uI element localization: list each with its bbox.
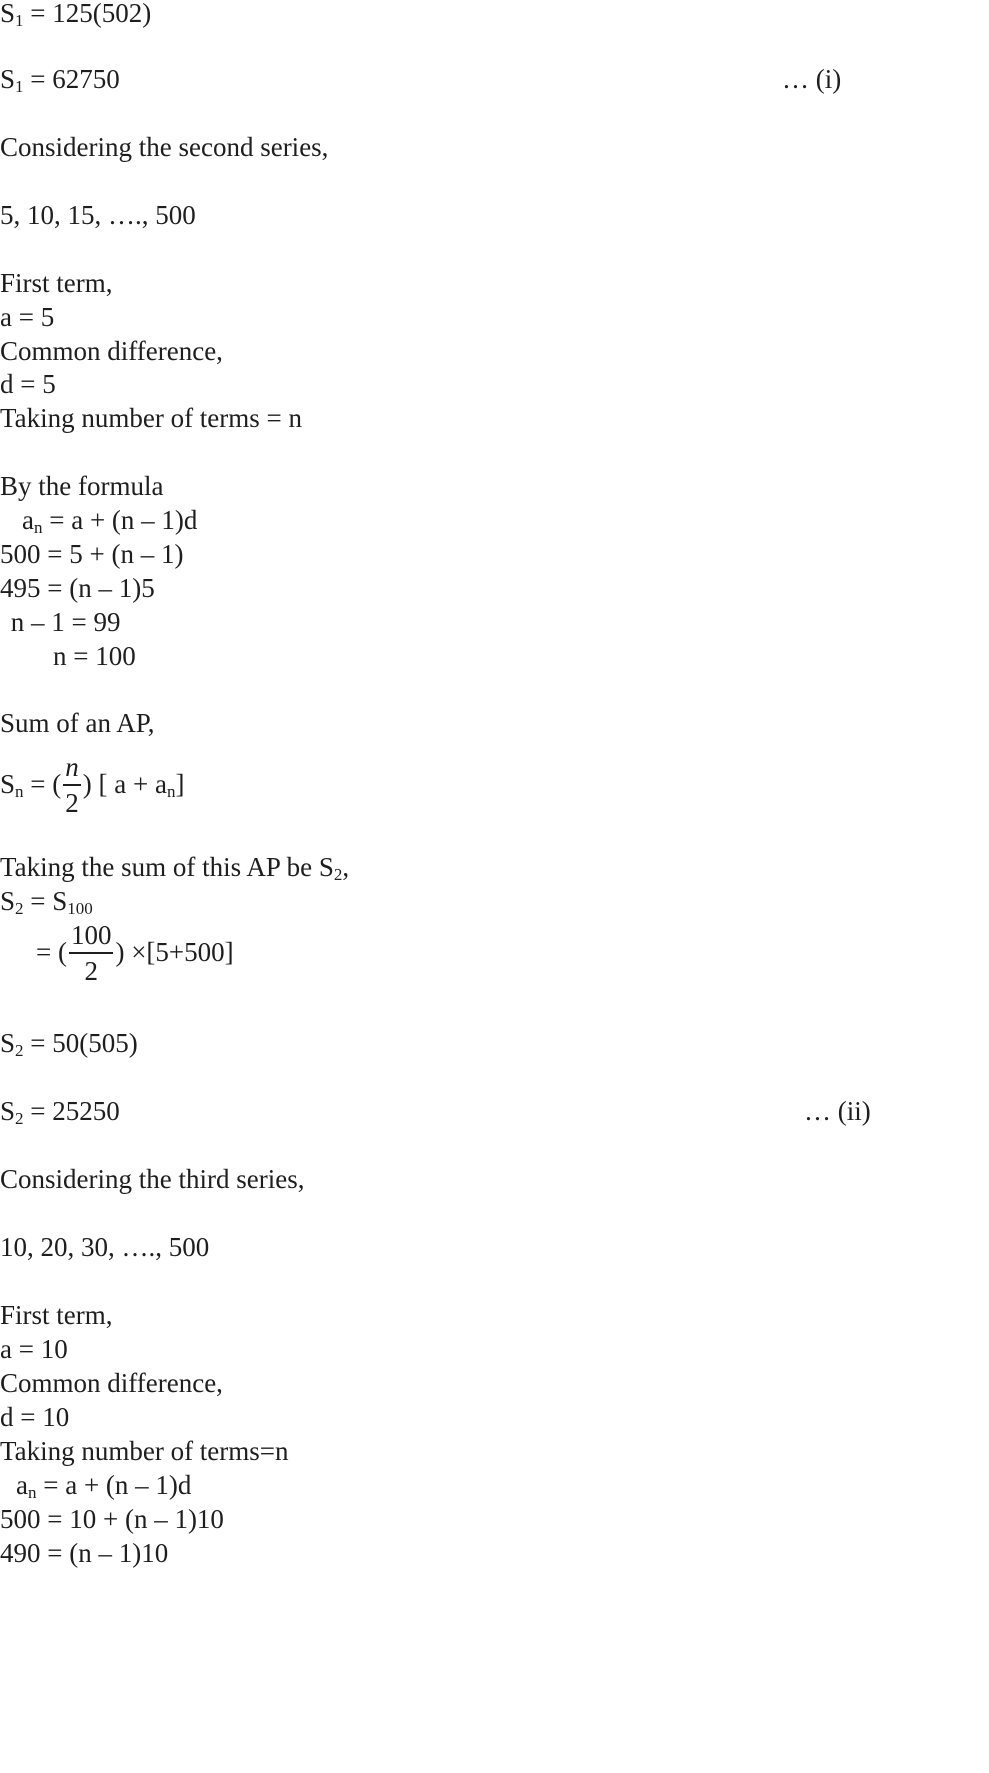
formula-rhs: = a + (n – 1)d [42,505,198,535]
equation-label-ii: … (ii) [804,1096,871,1126]
series3-common-diff-value: d = 10 [0,1402,70,1432]
series2-step3: n – 1 = 99 [4,607,121,637]
an-subscript: n [166,782,176,802]
series2-common-diff-value: d = 5 [0,369,56,399]
series3-nth-term-formula [16,1468,191,1502]
equation-label-i: … (i) [782,64,842,94]
series2-heading: Considering the second series, [0,132,329,162]
series3-step1: 500 = 10 + (n – 1)10 [0,1504,224,1534]
series3-heading: Considering the third series, [0,1164,305,1194]
an-subscript: n [27,1483,37,1502]
s2-calculation [36,920,234,990]
fraction-numerator: n [63,750,81,786]
s2-result-rhs: = 25250 [23,1096,120,1126]
series3-first-term-value: a = 10 [0,1334,68,1364]
series2-common-diff-label: Common difference, [0,336,223,366]
s1-step-rhs: = 125(502) [23,0,152,28]
sum-bracket: ) [ a + a [82,769,167,800]
sum-eq-open: = ( [23,769,62,800]
series2-step4: n = 100 [53,641,136,671]
series2-terms: 5, 10, 15, …., 500 [0,200,196,230]
take-sum-comma: , [342,852,350,882]
an-symbol: a [22,505,34,535]
an-symbol: a [16,1470,28,1500]
sn-subscript: n [15,782,24,802]
fraction-denominator: 2 [65,788,79,818]
s1-symbol: S [0,64,16,94]
s1-result-equation [0,62,120,96]
fraction-100-over-2 [69,918,114,988]
fraction-n-over-2 [63,750,81,820]
s2-result-equation [0,1094,120,1128]
s1-result-rhs: = 62750 [23,64,120,94]
take-sum-text: Taking the sum of this AP be S [0,852,334,882]
s2-calc-close: ) ×[5+500] [115,937,234,968]
series3-num-terms: Taking number of terms=n [0,1436,289,1466]
an-subscript: n [33,518,43,537]
s2-step-rhs: = 50(505) [23,1028,138,1058]
s2-step-equation [0,1026,138,1060]
fraction-denominator: 2 [84,956,98,986]
s2-subscript: 2 [333,865,343,884]
series3-terms: 10, 20, 30, …., 500 [0,1232,210,1262]
s2-calc-open: = ( [36,937,67,968]
s2-symbol: S [0,1028,16,1058]
s1-step-equation [0,0,151,30]
s2-subscript: 2 [15,1109,24,1128]
series2-take-sum [0,850,349,884]
series2-num-terms: Taking number of terms = n [0,403,303,433]
series3-common-diff-label: Common difference, [0,1368,223,1398]
s2-subscript: 2 [15,1041,24,1060]
s2-symbol: S [0,1096,16,1126]
fraction-numerator: 100 [69,918,114,954]
series2-first-term-label: First term, [0,268,113,298]
s2-subscript: 2 [15,899,24,918]
formula-rhs: = a + (n – 1)d [36,1470,192,1500]
s2-definition [0,884,93,918]
series2-step2: 495 = (n – 1)5 [0,573,155,603]
s2-symbol: S [0,886,16,916]
series2-formula-label: By the formula [0,471,164,501]
s100-subscript: 100 [67,899,93,918]
series2-nth-term-formula [22,503,197,537]
series3-first-term-label: First term, [0,1300,113,1330]
sum-bracket-end: ] [175,769,185,800]
sum-ap-formula [0,752,184,822]
s1-subscript: 1 [15,11,24,30]
series3-step2: 490 = (n – 1)10 [0,1538,169,1568]
series2-sum-label: Sum of an AP, [0,708,155,738]
s1-subscript: 1 [15,77,24,96]
s2-eq: = S [23,886,68,916]
sn-symbol: S [0,769,16,800]
s1-symbol: S [0,0,16,28]
series2-step1: 500 = 5 + (n – 1) [0,539,184,569]
series2-first-term-value: a = 5 [0,302,55,332]
